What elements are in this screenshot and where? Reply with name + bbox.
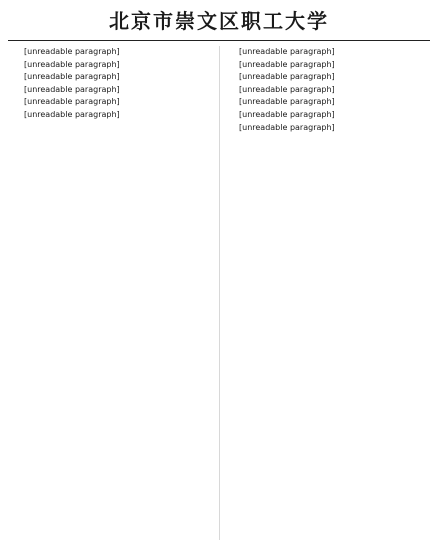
text-columns [8,46,430,540]
paragraph: [unreadable paragraph] [239,72,335,82]
column-divider [219,46,220,540]
paragraph: [unreadable paragraph] [239,122,335,132]
paragraph: [unreadable paragraph] [24,109,120,119]
paragraph: [unreadable paragraph] [239,47,335,56]
paragraph: [unreadable paragraph] [239,84,335,94]
paragraph: [unreadable paragraph] [24,97,120,107]
paragraph: [unreadable paragraph] [239,59,335,69]
page-title: 北京市崇文区职工大学 [109,9,329,33]
paragraph: [unreadable paragraph] [24,84,120,94]
paragraph: [unreadable paragraph] [24,47,120,56]
paragraph: [unreadable paragraph] [24,72,120,82]
title-rule [8,40,430,41]
left-column [8,46,215,540]
paragraph: [unreadable paragraph] [24,59,120,69]
right-column [223,46,430,540]
paragraph: [unreadable paragraph] [239,97,335,107]
paragraph: [unreadable paragraph] [239,109,335,119]
